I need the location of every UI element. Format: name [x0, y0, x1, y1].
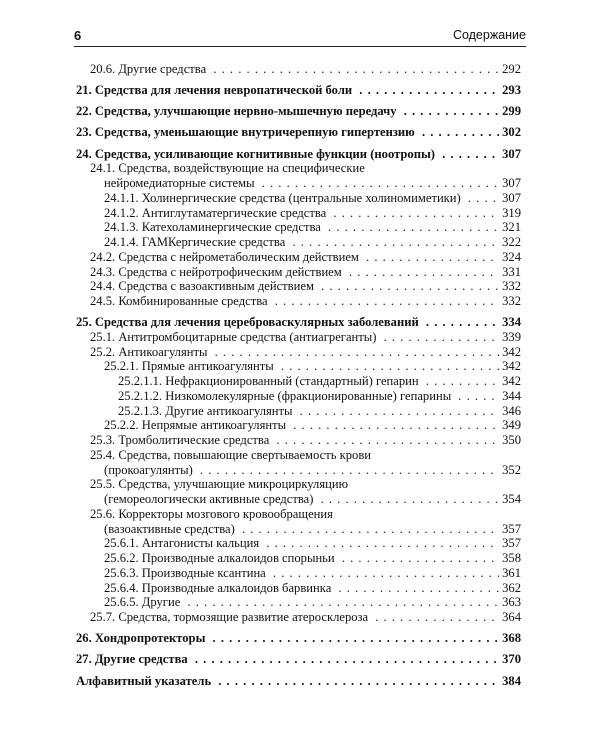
toc-entry-title: 25. Средства для лечения цереброваскулярных заболеваний	[76, 315, 422, 329]
toc-entry-page: 346	[499, 404, 521, 419]
toc-entry-title: 25.1. Антитромбоцитарные средства (антиагреганты)	[90, 330, 379, 344]
toc-entry-page: 302	[499, 125, 521, 140]
toc-entry-page: 357	[499, 536, 521, 551]
toc-entry[interactable]	[76, 191, 521, 206]
toc-entry-title: 20.6. Другие средства	[90, 62, 209, 76]
toc-entry[interactable]	[76, 433, 521, 448]
toc-entry[interactable]	[76, 652, 521, 667]
toc-entry-page: 354	[499, 492, 521, 507]
toc-entry-page: 292	[499, 62, 521, 77]
running-title: Содержание	[452, 28, 526, 42]
toc-entry-page: 364	[499, 610, 521, 625]
toc-entry-title: 25.6.1. Антагонисты кальция	[104, 536, 262, 550]
toc-entry[interactable]	[76, 147, 521, 162]
toc-entry[interactable]	[76, 404, 521, 419]
toc-entry-page: 349	[499, 418, 521, 433]
toc-entry-title: 21. Средства для лечения невропатической боли	[76, 83, 355, 97]
toc-entry-page: 322	[499, 235, 521, 250]
toc-entry-title: 27. Другие средства	[76, 652, 191, 666]
toc-entry-title: 25.2.2. Непрямые антикоагулянты	[104, 418, 289, 432]
toc-entry[interactable]	[76, 330, 521, 345]
toc-entry-title: 25.6.3. Производные ксантина	[104, 566, 269, 580]
toc-entry-continuation: (гемореологически активные средства)	[104, 492, 316, 506]
toc-entry[interactable]	[76, 418, 521, 433]
toc-entry[interactable]	[76, 389, 521, 404]
toc-entry-title: 24.3. Средства с нейротрофическим действием	[90, 265, 345, 279]
toc-entry-title: 25.2.1. Прямые антикоагулянты	[104, 359, 277, 373]
page-number: 6	[74, 28, 82, 43]
toc-entry[interactable]	[76, 492, 521, 507]
toc-entry-title: 24.1. Средства, воздействующие на специфические	[90, 161, 365, 176]
toc-entry-page: 332	[499, 279, 521, 294]
toc-entry-title: 25.6.5. Другие	[104, 595, 183, 609]
toc-entry-page: 362	[499, 581, 521, 596]
toc-entry-page: 384	[499, 674, 521, 689]
toc-entry-page: 342	[499, 359, 521, 374]
toc-entry-title: 24.1.3. Катехоламинергические средства	[104, 220, 324, 234]
toc-entry-page: 307	[499, 176, 521, 191]
toc-entry-page: 350	[499, 433, 521, 448]
toc-entry-title: 25.6.4. Производные алкалоидов барвинка	[104, 581, 334, 595]
toc-entry[interactable]	[76, 176, 521, 191]
toc-entry-title: 24.1.2. Антиглутаматергические средства	[104, 206, 329, 220]
toc-entry[interactable]	[76, 551, 521, 566]
toc-entry-title: 22. Средства, улучшающие нервно-мышечную передачу	[76, 104, 400, 118]
toc-entry-title: Алфавитный указатель	[76, 674, 214, 688]
toc-entry-page: 363	[499, 595, 521, 610]
toc-entry-page: 324	[499, 250, 521, 265]
toc-entry-page: 299	[499, 104, 521, 119]
toc-entry-title: 24.1.4. ГАМКергические средства	[104, 235, 288, 249]
toc-entry-title: 24.4. Средства с вазоактивным действием	[90, 279, 317, 293]
toc-entry[interactable]	[76, 674, 521, 689]
toc-entry-title: 25.6.2. Производные алкалоидов спорыньи	[104, 551, 338, 565]
toc-entry-page: 357	[499, 522, 521, 537]
toc-entry-page: 370	[499, 652, 521, 667]
toc-entry[interactable]	[76, 83, 521, 98]
toc-entry-page: 361	[499, 566, 521, 581]
toc-entry-page: 307	[499, 147, 521, 162]
toc-entry-page: 344	[499, 389, 521, 404]
toc-entry-page: 352	[499, 463, 521, 478]
toc-entry-title: 23. Средства, уменьшающие внутричерепную гипертензию	[76, 125, 418, 139]
toc-entry[interactable]	[76, 359, 521, 374]
toc-entry[interactable]	[76, 220, 521, 235]
toc-entry-continuation: (прокоагулянты)	[104, 463, 196, 477]
toc-entry[interactable]	[76, 206, 521, 221]
toc-entry-title: 24.2. Средства с нейрометаболическим действием	[90, 250, 362, 264]
toc-entry-title: 25.4. Средства, повышающие свертываемость крови	[90, 447, 372, 462]
toc-entry[interactable]	[76, 595, 521, 610]
toc-entry-title: 26. Хондропротекторы	[76, 631, 208, 645]
toc-entry-title: 24.5. Комбинированные средства	[90, 294, 271, 308]
toc-entry-title: 25.5. Средства, улучшающие микроциркуляцию	[90, 477, 348, 492]
toc-entry-title: 24. Средства, усиливающие когнитивные функции (ноотропы)	[76, 147, 438, 161]
toc-entry-page: 368	[499, 631, 521, 646]
toc-entry-title: 25.3. Тромболитические средства	[90, 433, 272, 447]
toc-entry-page: 358	[499, 551, 521, 566]
toc-entry-page: 293	[499, 83, 521, 98]
toc-entry-page: 342	[499, 345, 521, 360]
toc-entry[interactable]	[76, 345, 521, 360]
toc-entry-title: 24.1.1. Холинергические средства (центральные холиномиметики)	[104, 191, 464, 205]
toc-entry[interactable]	[76, 235, 521, 250]
page-header	[74, 28, 526, 47]
toc-entry-page: 319	[499, 206, 521, 221]
toc-entry[interactable]	[76, 279, 521, 294]
toc-entry[interactable]	[76, 581, 521, 596]
toc-entry-title: 25.7. Средства, тормозящие развитие атеросклероза	[90, 610, 371, 624]
toc-entry[interactable]	[76, 536, 521, 551]
toc-entry[interactable]	[76, 62, 521, 77]
toc-entry-page: 331	[499, 265, 521, 280]
toc-entry[interactable]	[76, 250, 521, 265]
toc-entry-page: 321	[499, 220, 521, 235]
toc-entry[interactable]	[76, 315, 521, 330]
toc-entry-title: 25.2.1.3. Другие антикоагулянты	[118, 404, 296, 418]
toc-entry[interactable]	[76, 463, 521, 478]
toc-entry[interactable]	[76, 104, 521, 119]
toc-entry[interactable]	[76, 294, 521, 309]
toc-entry-page: 339	[499, 330, 521, 345]
toc-entry-page: 342	[499, 374, 521, 389]
toc-entry-title: 25.2. Антикоагулянты	[90, 345, 210, 359]
toc-entry-title: 25.2.1.2. Низкомолекулярные (фракционированные) гепарины	[118, 389, 454, 403]
toc-entry-title: 25.2.1.1. Нефракционированный (стандартный) гепарин	[118, 374, 422, 388]
table-of-contents	[76, 62, 521, 688]
toc-entry-page: 332	[499, 294, 521, 309]
toc-entry[interactable]	[76, 610, 521, 625]
toc-entry-page: 307	[499, 191, 521, 206]
toc-entry-continuation: нейромедиаторные системы	[104, 176, 258, 190]
toc-entry[interactable]	[76, 374, 521, 389]
toc-entry[interactable]	[76, 125, 521, 140]
toc-entry[interactable]	[76, 522, 521, 537]
toc-entry-title: 25.6. Корректоры мозгового кровообращения	[90, 506, 333, 521]
toc-entry-page: 334	[499, 315, 521, 330]
toc-entry[interactable]	[76, 265, 521, 280]
toc-entry-continuation: (вазоактивные средства)	[104, 522, 238, 536]
toc-entry[interactable]	[76, 566, 521, 581]
toc-entry[interactable]	[76, 631, 521, 646]
